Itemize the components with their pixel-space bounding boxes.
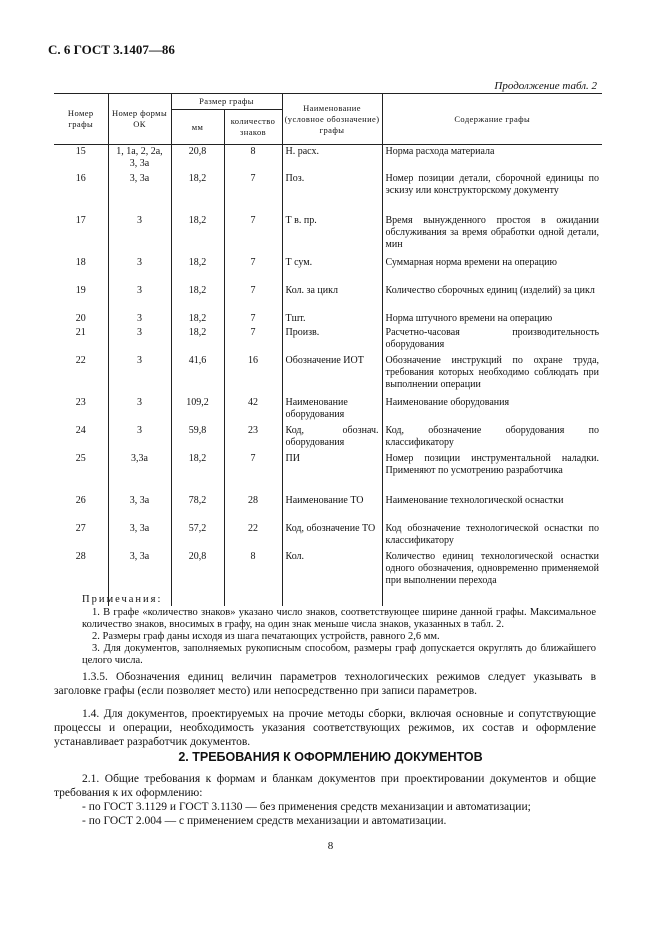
table-row xyxy=(54,172,602,214)
cell-name: Т сум. xyxy=(282,256,382,284)
table-body xyxy=(54,145,602,606)
cell-number: 20 xyxy=(75,312,86,324)
page-number: 8 xyxy=(327,840,334,852)
list-item-2: - по ГОСТ 2.004 — с применением средств механизации и автоматизации. xyxy=(82,815,447,827)
cell-chars: 8 xyxy=(224,145,282,172)
graph-table xyxy=(54,93,602,606)
header-form-number: Номер формы ОК xyxy=(108,94,171,145)
cell-name: Тшт. xyxy=(282,312,382,326)
cell-mm: 109,2 xyxy=(171,396,224,424)
cell-form: 3, 3а xyxy=(108,172,171,214)
cell-number: 24 xyxy=(75,424,86,436)
cell-chars: 8 xyxy=(224,550,282,606)
section-2-title: 2. ТРЕБОВАНИЯ К ОФОРМЛЕНИЮ ДОКУМЕНТОВ xyxy=(178,750,483,764)
header-graph-content: Содержание графы xyxy=(382,94,602,145)
table-row xyxy=(54,494,602,522)
cell-form: 3, 3а xyxy=(108,550,171,606)
cell-content: Норма расхода материала xyxy=(382,145,602,172)
cell-chars: 28 xyxy=(224,494,282,522)
table-row xyxy=(54,396,602,424)
table-row xyxy=(54,284,602,312)
cell-content: Наименование оборудования xyxy=(382,396,602,424)
cell-content: Количество единиц технологической оснастки одного обозначения, одновременно применяемой при выполнении перехода xyxy=(382,550,602,606)
cell-mm: 18,2 xyxy=(171,312,224,326)
cell-mm: 18,2 xyxy=(171,256,224,284)
cell-content: Наименование технологической оснастки xyxy=(382,494,602,522)
cell-mm: 59,8 xyxy=(171,424,224,452)
paragraph-2-1: 2.1. Общие требования к формам и бланкам документов при проектировании документов и общие требования к их оформлению: xyxy=(54,773,596,799)
table-row xyxy=(54,145,602,172)
cell-form: 1, 1а, 2, 2а, 3, 3а xyxy=(108,145,171,172)
cell-number: 23 xyxy=(75,396,86,408)
cell-number: 28 xyxy=(75,550,86,562)
note-3: 3. Для документов, заполняемых рукописным способом, размеры граф допускается округлять до ближайшего целого числа. xyxy=(82,643,596,666)
cell-number: 25 xyxy=(75,452,86,464)
paragraph-1-4: 1.4. Для документов, проектируемых на прочие методы сборки, включая основные и сопутствующие процессы и операции, необходимость указания соответствующих режимов, их состав и оформление устанавливает разработчик документов. xyxy=(54,708,596,748)
table-row xyxy=(54,452,602,494)
cell-name: Кол. за цикл xyxy=(282,284,382,312)
cell-name: Обозначение ИОТ xyxy=(282,354,382,396)
cell-mm: 20,8 xyxy=(171,145,224,172)
cell-number: 26 xyxy=(75,494,86,506)
header-graph-name: Наименование (условное обозначение) графы xyxy=(282,94,382,145)
header-graph-size: Размер графы xyxy=(171,94,282,110)
cell-chars: 7 xyxy=(224,284,282,312)
cell-chars: 7 xyxy=(224,312,282,326)
cell-number: 27 xyxy=(75,522,86,534)
cell-number: 22 xyxy=(75,354,86,366)
cell-mm: 18,2 xyxy=(171,452,224,494)
cell-chars: 22 xyxy=(224,522,282,550)
notes-title: Примечания: xyxy=(82,594,163,605)
cell-form: 3 xyxy=(108,424,171,452)
cell-content: Норма штучного времени на операцию xyxy=(382,312,602,326)
cell-form: 3,3а xyxy=(108,452,171,494)
table-notes xyxy=(82,594,596,667)
cell-content: Суммарная норма времени на операцию xyxy=(382,256,602,284)
cell-content: Номер позиции инструментальной наладки. Применяют по усмотрению разработчика xyxy=(382,452,602,494)
table-row xyxy=(54,522,602,550)
cell-content: Код обозначение технологической оснастки по классификатору xyxy=(382,522,602,550)
header-size-chars: количество знаков xyxy=(224,110,282,145)
cell-mm: 18,2 xyxy=(171,284,224,312)
cell-form: 3 xyxy=(108,214,171,256)
cell-mm: 18,2 xyxy=(171,326,224,354)
cell-mm: 57,2 xyxy=(171,522,224,550)
cell-chars: 7 xyxy=(224,172,282,214)
cell-number: 17 xyxy=(75,214,86,226)
cell-form: 3 xyxy=(108,284,171,312)
table-continuation-label: Продолжение табл. 2 xyxy=(494,80,597,92)
cell-name: Поз. xyxy=(282,172,382,214)
paragraph-1-3-5: 1.3.5. Обозначения единиц величин параметров технологических режимов следует указывать в заголовке графы (если позволяет место) или непосредственно при записи параметров. xyxy=(54,671,596,697)
cell-content: Обозначение инструкций по охране труда, требования которых необходимо соблюдать при выполнении операции xyxy=(382,354,602,396)
cell-number: 16 xyxy=(75,172,86,184)
cell-chars: 16 xyxy=(224,354,282,396)
cell-chars: 7 xyxy=(224,256,282,284)
cell-name: Наименование ТО xyxy=(282,494,382,522)
cell-name: Код, обозначение ТО xyxy=(282,522,382,550)
cell-name: Н. расх. xyxy=(282,145,382,172)
cell-content: Расчетно-часовая производительность оборудования xyxy=(382,326,602,354)
list-item-1: - по ГОСТ 3.1129 и ГОСТ 3.1130 — без применения средств механизации и автоматизации; xyxy=(82,801,531,813)
cell-form: 3 xyxy=(108,326,171,354)
cell-mm: 18,2 xyxy=(171,214,224,256)
cell-name: Т в. пр. xyxy=(282,214,382,256)
cell-form: 3, 3а xyxy=(108,494,171,522)
cell-content: Код, обозначение оборудования по классификатору xyxy=(382,424,602,452)
note-2: 2. Размеры граф даны исходя из шага печатающих устройств, равного 2,6 мм. xyxy=(92,631,440,642)
cell-content: Количество сборочных единиц (изделий) за цикл xyxy=(382,284,602,312)
cell-chars: 7 xyxy=(224,214,282,256)
table-row xyxy=(54,424,602,452)
cell-chars: 7 xyxy=(224,452,282,494)
header-graph-number: Номер графы xyxy=(54,94,108,145)
cell-content: Время вынужденного простоя в ожидании обслуживания за время обработки одной детали, мин xyxy=(382,214,602,256)
cell-name: Произв. xyxy=(282,326,382,354)
cell-number: 21 xyxy=(75,326,86,338)
cell-form: 3 xyxy=(108,256,171,284)
table-row xyxy=(54,214,602,256)
cell-name: Код, обознач. оборудования xyxy=(282,424,382,452)
cell-form: 3 xyxy=(108,312,171,326)
table-row xyxy=(54,312,602,326)
header-size-mm: мм xyxy=(171,110,224,145)
table-row xyxy=(54,326,602,354)
cell-mm: 20,8 xyxy=(171,550,224,606)
cell-chars: 7 xyxy=(224,326,282,354)
cell-mm: 18,2 xyxy=(171,172,224,214)
cell-form: 3 xyxy=(108,396,171,424)
table-row xyxy=(54,354,602,396)
cell-form: 3 xyxy=(108,354,171,396)
cell-name: Наименование оборудования xyxy=(282,396,382,424)
table-row xyxy=(54,256,602,284)
cell-number: 18 xyxy=(75,256,86,268)
cell-name: ПИ xyxy=(282,452,382,494)
cell-chars: 42 xyxy=(224,396,282,424)
cell-name: Кол. xyxy=(282,550,382,606)
cell-number: 15 xyxy=(75,146,86,157)
cell-form: 3, 3а xyxy=(108,522,171,550)
cell-content: Номер позиции детали, сборочной единицы по эскизу или конструкторскому документу xyxy=(382,172,602,214)
cell-chars: 23 xyxy=(224,424,282,452)
cell-number: 19 xyxy=(75,284,86,296)
cell-mm: 78,2 xyxy=(171,494,224,522)
document-header: С. 6 ГОСТ 3.1407—86 xyxy=(48,42,175,57)
cell-mm: 41,6 xyxy=(171,354,224,396)
note-1: 1. В графе «количество знаков» указано число знаков, соответствующее ширине данной графы. Максимальное количество знаков, вносимых в графу, на один знак меньше числа знаков, указанных в табл. 2. xyxy=(82,607,596,630)
